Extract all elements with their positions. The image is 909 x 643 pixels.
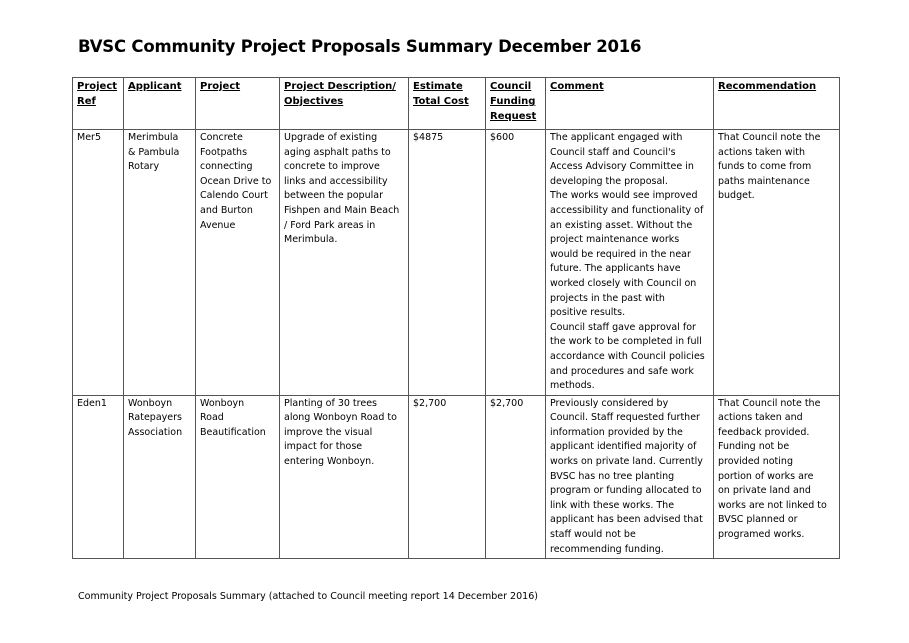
cell-line: paths maintenance	[718, 175, 810, 187]
cell-line: information provided by the	[550, 426, 683, 438]
cell-line: impact for those	[284, 441, 363, 453]
cell-text: $2,700	[413, 397, 447, 409]
cell-line: Fishpen and Main Beach	[284, 204, 400, 216]
cell-line: budget.	[718, 190, 755, 202]
cell-line: That Council note the	[718, 397, 821, 409]
header-project-description	[280, 78, 409, 130]
cell-line: Wonboyn	[128, 397, 173, 409]
cell-line: Council staff and Council's	[550, 146, 676, 158]
cell-line: worked closely with Council on	[550, 277, 697, 289]
cell-line: developing the proposal.	[550, 175, 668, 187]
cell-line: and Burton	[200, 204, 253, 216]
cell-line: That Council note the	[718, 132, 821, 143]
cell-line: / Ford Park areas in	[284, 219, 376, 231]
header-council-funding-request	[486, 78, 546, 130]
total-cost-cell	[409, 130, 486, 396]
cell-text: Mer5	[77, 132, 101, 143]
header-project	[196, 78, 280, 130]
cell-line: The applicant engaged with	[550, 132, 683, 143]
cell-text: Eden1	[77, 397, 107, 409]
header-applicant	[124, 78, 196, 130]
cell-line: actions taken with	[718, 146, 805, 158]
applicant-cell	[124, 395, 196, 559]
cell-line: projects in the past with	[550, 292, 665, 304]
cell-line: Council. Staff requested further	[550, 412, 700, 424]
header-recommendation	[714, 78, 840, 130]
cell-line: recommending funding.	[550, 543, 664, 555]
cell-line: an existing asset. Without the	[550, 219, 693, 231]
cell-line: Previously considered by	[550, 397, 669, 409]
header-line: Project Description/	[284, 81, 396, 92]
cell-line: Council staff gave approval for	[550, 321, 696, 333]
description-cell	[280, 130, 409, 396]
cell-line: Avenue	[200, 219, 236, 231]
cell-line: The works would see improved	[550, 190, 698, 202]
cell-line: links and accessibility	[284, 175, 388, 187]
cell-line: Beautification	[200, 426, 266, 438]
cell-line: Merimbula.	[284, 234, 338, 246]
applicant-cell	[124, 130, 196, 396]
cell-line: aging asphalt paths to	[284, 146, 391, 158]
cell-line: actions taken and	[718, 412, 803, 424]
header-project-ref	[73, 78, 124, 130]
cell-line: accordance with Council policies	[550, 350, 705, 362]
cell-line: Wonboyn	[200, 397, 245, 409]
cell-line: positive results.	[550, 307, 626, 319]
proposals-table	[72, 77, 840, 559]
cell-line: works are not linked to	[718, 499, 827, 511]
description-cell	[280, 395, 409, 559]
cell-line: programed works.	[718, 529, 805, 541]
cell-line: applicant identified majority of	[550, 441, 697, 453]
cell-line: & Pambula	[128, 146, 180, 158]
header-row	[73, 78, 840, 130]
header-line: Council	[490, 81, 532, 92]
cell-line: Rotary	[128, 161, 160, 173]
header-line: Objectives	[284, 96, 344, 107]
recommendation-cell	[714, 395, 840, 559]
cell-text: $4875	[413, 132, 444, 143]
cell-line: Road	[200, 412, 224, 424]
cell-line: program or funding allocated to	[550, 485, 702, 497]
cell-line: works on private land. Currently	[550, 456, 703, 468]
cell-text: $600	[490, 132, 515, 143]
header-line: Project	[200, 81, 241, 92]
cell-line: BVSC has no tree planting	[550, 470, 675, 482]
cell-line: Ratepayers	[128, 412, 182, 424]
cell-line: link with these works. The	[550, 499, 675, 511]
header-comment	[546, 78, 714, 130]
ref-cell	[73, 395, 124, 559]
cell-line: the work to be completed in full	[550, 336, 702, 348]
cell-line: Association	[128, 426, 183, 438]
total-cost-cell	[409, 395, 486, 559]
cell-line: entering Wonboyn.	[284, 456, 375, 468]
cell-line: along Wonboyn Road to	[284, 412, 397, 424]
cell-line: concrete to improve	[284, 161, 380, 173]
project-cell	[196, 395, 280, 559]
page-footer: Community Project Proposals Summary (attached to Council meeting report 14 December 2016)	[78, 591, 538, 602]
header-line: Project	[77, 81, 118, 92]
cell-line: methods.	[550, 380, 595, 392]
cell-line: applicant has been advised that	[550, 514, 703, 526]
cell-text: $2,700	[490, 397, 524, 409]
header-line: Estimate	[413, 81, 463, 92]
table-row	[73, 130, 840, 396]
header-line: Comment	[550, 81, 604, 92]
cell-line: Ocean Drive to	[200, 175, 272, 187]
header-line: Funding	[490, 96, 536, 107]
cell-line: improve the visual	[284, 426, 373, 438]
funding-request-cell	[486, 130, 546, 396]
cell-line: Concrete	[200, 132, 243, 143]
cell-line: Calendo Court	[200, 190, 268, 202]
cell-line: future. The applicants have	[550, 263, 681, 275]
cell-line: would be required in the near	[550, 248, 691, 260]
header-estimate-total-cost	[409, 78, 486, 130]
cell-line: Merimbula	[128, 132, 179, 143]
comment-cell	[546, 130, 714, 396]
ref-cell	[73, 130, 124, 396]
comment-cell	[546, 395, 714, 559]
cell-line: staff would not be	[550, 529, 636, 541]
header-line: Request	[490, 111, 537, 122]
cell-line: project maintenance works	[550, 234, 680, 246]
cell-line: feedback provided.	[718, 426, 810, 438]
cell-line: provided noting	[718, 456, 793, 468]
cell-line: Upgrade of existing	[284, 132, 378, 143]
cell-line: Footpaths	[200, 146, 248, 158]
funding-request-cell	[486, 395, 546, 559]
cell-line: Planting of 30 trees	[284, 397, 377, 409]
cell-line: connecting	[200, 161, 253, 173]
document-title: BVSC Community Project Proposals Summary December 2016	[78, 37, 642, 56]
cell-line: and procedures and safe work	[550, 365, 694, 377]
header-line: Applicant	[128, 81, 182, 92]
cell-line: on private land and	[718, 485, 811, 497]
project-cell	[196, 130, 280, 396]
cell-line: portion of works are	[718, 470, 814, 482]
cell-line: between the popular	[284, 190, 383, 202]
table-row	[73, 395, 840, 559]
header-line: Recommendation	[718, 81, 817, 92]
header-line: Total Cost	[413, 96, 469, 107]
cell-line: accessibility and functionality of	[550, 204, 704, 216]
cell-line: funds to come from	[718, 161, 812, 173]
header-line: Ref	[77, 96, 96, 107]
cell-line: BVSC planned or	[718, 514, 798, 526]
cell-line: Funding not be	[718, 441, 790, 453]
cell-line: Access Advisory Committee in	[550, 161, 694, 173]
recommendation-cell	[714, 130, 840, 396]
